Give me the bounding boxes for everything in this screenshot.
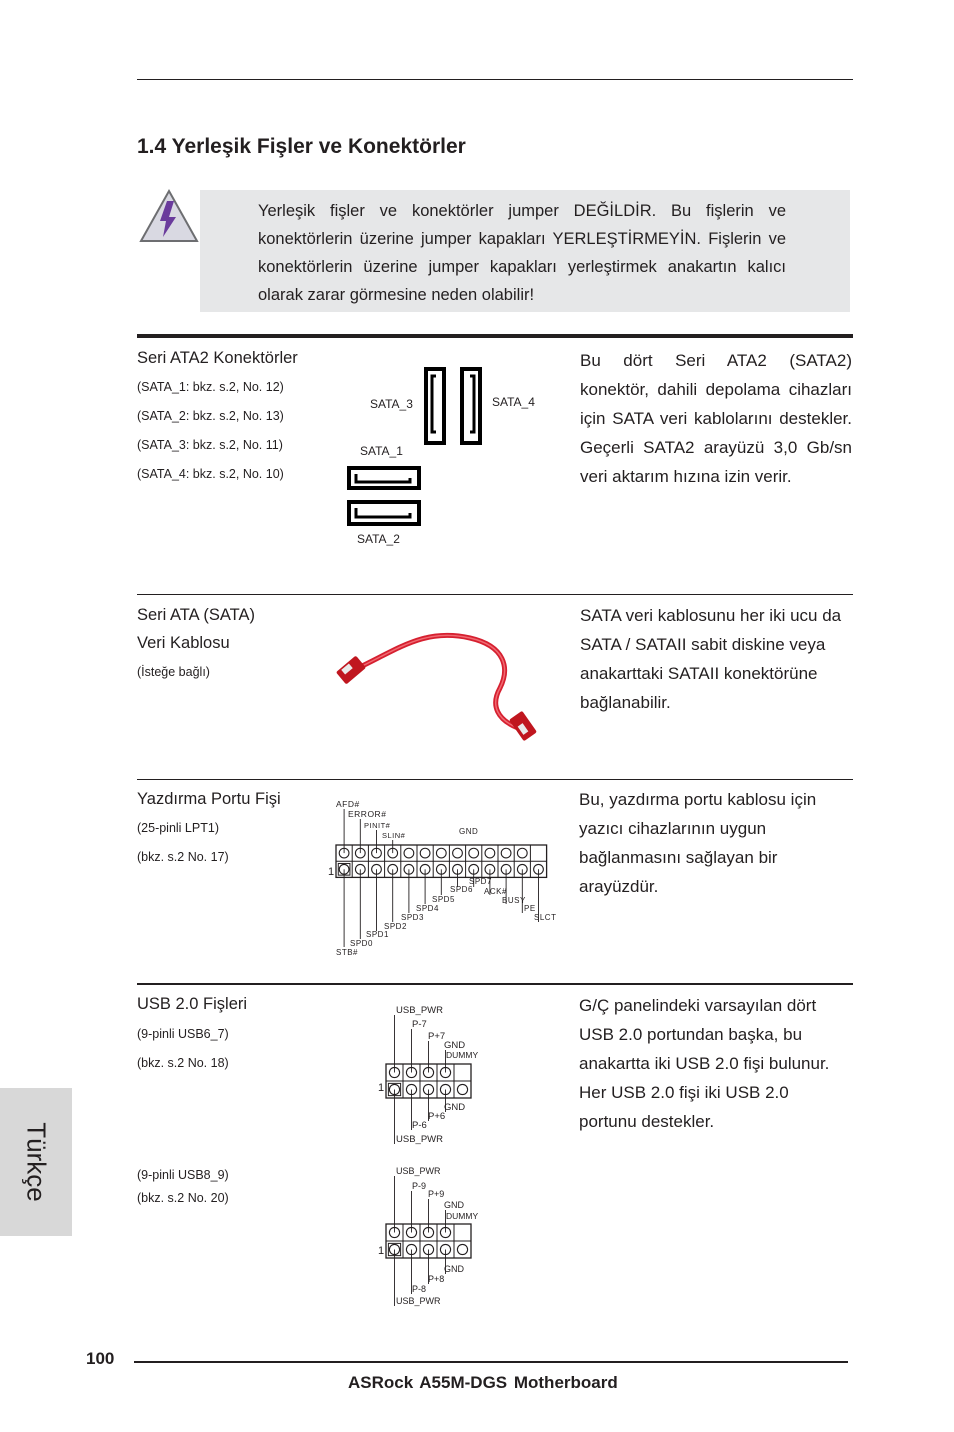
sata4-connector [462,369,480,443]
usb2-label-gnd-bottom: GND [444,1264,464,1274]
usb67-header-diagram [376,1000,506,1146]
printer-heading: Yazdırma Portu Fişi [137,790,281,808]
lpt-label-spd1: SPD1 [366,930,389,939]
usb1-pin1-label: 1 [378,1082,385,1094]
usb-ref-3: (9-pinli USB8_9) [137,1168,229,1182]
sata-ref-3: (SATA_3: bkz. s.2, No. 11) [137,438,283,452]
lpt-label-slct: SLCT [534,913,557,922]
usb2-label-pwr-bottom: USB_PWR [396,1296,441,1306]
sata-ref-4: (SATA_4: bkz. s.2, No. 10) [137,467,284,481]
usb1-label-p-7: P-7 [412,1019,427,1030]
top-rule [137,79,853,80]
sata-ref-2: (SATA_2: bkz. s.2, No. 13) [137,409,284,423]
usb2-label-p+8: P+8 [428,1274,445,1284]
lpt-pin1-label: 1 [328,866,335,878]
sata-top-rule [137,334,853,338]
sata4-label: SATA_4 [492,395,535,409]
usb-ref-2: (bkz. s.2 No. 18) [137,1056,229,1070]
lpt-label-gnd: GND [459,827,479,836]
page-number: 100 [86,1349,115,1368]
usb1-label-dummy: DUMMY [446,1050,479,1060]
sata1-connector [349,468,419,488]
usb2-label-p-9: P-9 [412,1181,427,1191]
usb-ref-1: (9-pinli USB6_7) [137,1027,229,1041]
sata3-label: SATA_3 [370,397,413,411]
usb-top-rule [137,983,853,985]
usb1-label-pwr-bottom: USB_PWR [396,1134,443,1145]
sata3-connector [426,369,444,443]
usb-heading: USB 2.0 Fişleri [137,995,248,1013]
sata-description: Bu dört Seri ATA2 (SATA2) konektör, dahili depolama cihazları için SATA veri kablolarını destekler. Geçerli SATA2 arayüzü 3,0 Gb/sn veri aktarım hızına izin verir. [580,351,852,486]
lpt-label-error: ERROR# [348,809,387,819]
footer-text: ASRock A55M-DGS Motherboard [348,1373,618,1392]
lpt-label-spd6: SPD6 [450,885,473,894]
sata2-connector [349,502,419,524]
usb2-label-p-8: P-8 [412,1284,427,1294]
cable-heading-2: Veri Kablosu [137,634,230,652]
printer-top-rule [137,779,853,780]
warning-text: Yerleşik fişler ve konektörler jumper DEĞİLDİR. Bu fişlerin ve konektörlerin üzerine jumper kapakları YERLEŞTİRMEYİN. Fişlerin ve konektörlerin üzerine jumper kapakları yerleştirmek anakartın kalıcı olarak zarar görmesine neden olabilir! [258,202,786,304]
sata-heading: Seri ATA2 Konektörler [137,349,298,367]
sata1-label: SATA_1 [360,444,403,458]
footer-rule [134,1361,848,1363]
sata-ref-1: (SATA_1: bkz. s.2, No. 12) [137,380,284,394]
lpt-label-ack: ACK# [484,887,507,896]
usb2-pin1-label: 1 [378,1245,385,1257]
printer-description: Bu, yazdırma portu kablosu için yazıcı cihazlarının uygun bağlanmasını sağlayan bir arayüzdür. [579,790,817,896]
usb89-header-diagram [376,1162,506,1308]
cable-heading-1: Seri ATA (SATA) [137,606,255,624]
usb1-label-pwr-top: USB_PWR [396,1005,443,1016]
usb2-label-gnd-top: GND [444,1200,464,1210]
usb2-label-dummy: DUMMY [446,1211,479,1221]
lpt-label-busy: BUSY [502,896,526,905]
lpt-label-slin: SLIN# [382,831,406,840]
lpt-label-spd4: SPD4 [416,904,439,913]
lpt-label-pinit: PINIT# [364,821,391,830]
usb-description: G/Ç panelindeki varsayılan dört USB 2.0 portundan başka, bu anakartta iki USB 2.0 fişi bulunur. Her USB 2.0 fişi iki USB 2.0 portunu destekler. [579,996,830,1131]
cable-top-rule [137,594,853,595]
lpt-label-spd3: SPD3 [401,913,424,922]
lpt-label-afd: AFD# [336,799,360,809]
cable-description: SATA veri kablosunu her iki ucu da SATA / SATAII sabit diskine veya anakarttaki SATAII konektörüne bağlanabilir. [580,606,842,712]
lpt-label-spd5: SPD5 [432,895,455,904]
lpt-label-stb: STB# [336,948,359,957]
usb-ref-4: (bkz. s.2 No. 20) [137,1191,229,1205]
sata-cable-image [330,628,550,752]
lpt-label-spd0: SPD0 [350,939,373,948]
sata2-label: SATA_2 [357,532,400,546]
printer-ref-1: (25-pinli LPT1) [137,821,219,835]
warning-icon [137,185,201,247]
printer-header-diagram [326,795,562,961]
usb2-label-pwr-top: USB_PWR [396,1166,441,1176]
language-tab-label: Türkçe [21,1122,52,1202]
lpt-label-spd7: SPD7 [469,877,492,886]
cable-note: (İsteğe bağlı) [137,665,210,679]
lpt-label-pe: PE [524,904,536,913]
usb1-label-p+7: P+7 [428,1031,446,1042]
usb1-label-p-6: P-6 [412,1120,427,1131]
usb1-label-gnd-top: GND [444,1040,466,1051]
printer-ref-2: (bkz. s.2 No. 17) [137,850,229,864]
usb1-label-p+6: P+6 [428,1111,446,1122]
usb2-label-p+9: P+9 [428,1189,445,1199]
lpt-label-spd2: SPD2 [384,922,407,931]
usb1-label-gnd-bottom: GND [444,1102,466,1113]
section-title: 1.4 Yerleşik Fişler ve Konektörler [137,135,466,158]
